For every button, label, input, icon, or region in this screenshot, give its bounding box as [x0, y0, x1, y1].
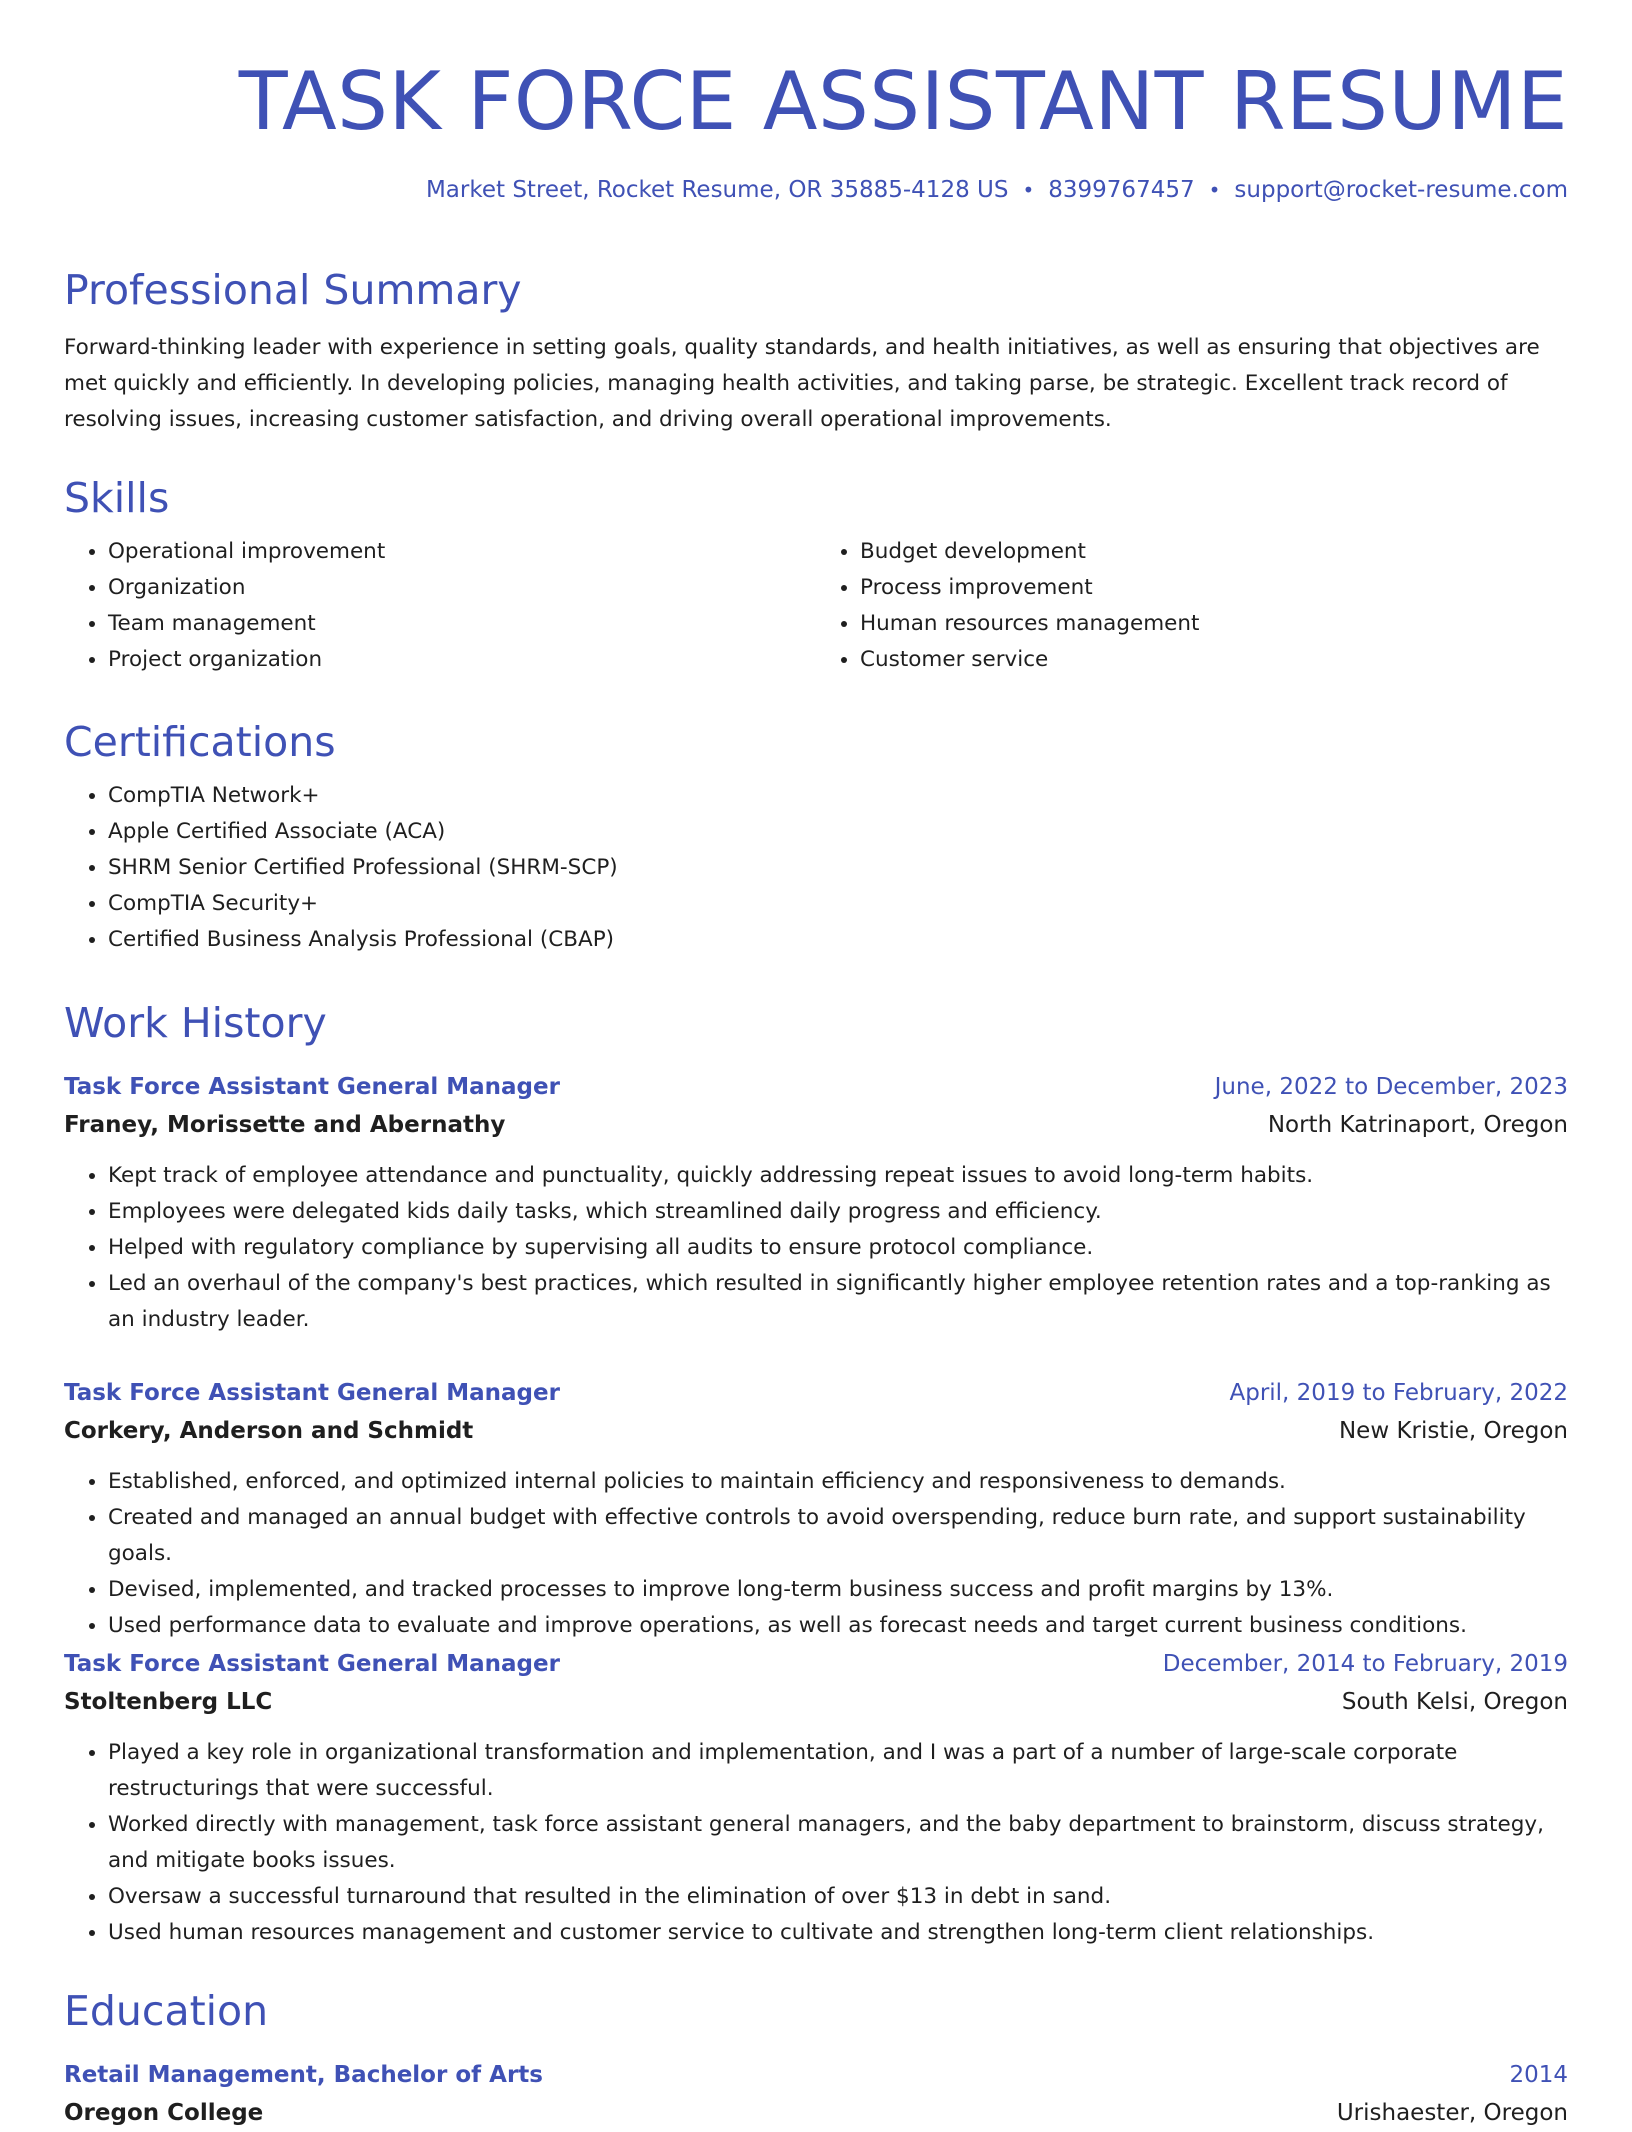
education-degree: Retail Management, Bachelor of Arts	[64, 2062, 543, 2088]
list-item: • CompTIA Network+	[108, 778, 1568, 814]
contact-line	[64, 174, 1568, 206]
job-title: Task Force Assistant General Manager	[64, 1380, 560, 1406]
skills-list-left	[64, 534, 816, 678]
page-title: TASK FORCE ASSISTANT RESUME	[238, 55, 1568, 148]
job-dates: December, 2014 to February, 2019	[1162, 1651, 1568, 1677]
job-header	[64, 1374, 1568, 1412]
job-bullets	[64, 1464, 1568, 1644]
list-item: • Created and managed an annual budget with effective controls to avoid overspending, reduce burn rate, and support sustainability goals.	[108, 1500, 1568, 1572]
summary-text: Forward-thinking leader with experience in setting goals, quality standards, and health initiatives, as well as ensuring that objectives are met quickly and efficiently. In developing policies, managing health activities, and taking parse, be strategic. Excellent track record of resolving issues, increasing customer satisfaction, and driving overall operational improvements.	[64, 335, 1540, 432]
list-item: • CompTIA Security+	[108, 886, 1568, 922]
job-header	[64, 1645, 1568, 1683]
job-company: Stoltenberg LLC	[64, 1689, 273, 1715]
summary-heading: Professional Summary	[64, 266, 522, 314]
contact-phone: 8399767457	[1048, 177, 1195, 203]
job-header	[64, 1068, 1568, 1106]
list-item: • Oversaw a successful turnaround that resulted in the elimination of over $13 in debt in sand.	[108, 1879, 1568, 1915]
list-item: • Human resources management	[860, 606, 1568, 642]
skills-section	[64, 472, 1568, 678]
list-item: • SHRM Senior Certified Professional (SHRM-SCP)	[108, 850, 1568, 886]
job-title: Task Force Assistant General Manager	[64, 1074, 560, 1100]
list-item: • Kept track of employee attendance and punctuality, quickly addressing repeat issues to avoid long-term habits.	[108, 1158, 1568, 1194]
skills-grid	[64, 534, 1568, 678]
certifications-heading: Certifications	[64, 718, 336, 766]
work-history-heading-block	[64, 997, 1568, 1049]
job-location: South Kelsi, Oregon	[1341, 1689, 1568, 1715]
certifications-section	[64, 716, 1568, 958]
job-entry	[64, 1374, 1568, 1644]
skills-list-right	[816, 534, 1568, 678]
list-item: • Used human resources management and customer service to cultivate and strengthen long-term client relationships.	[108, 1915, 1568, 1951]
list-item: • Worked directly with management, task force assistant general managers, and the baby department to brainstorm, discuss strategy, and mitigate books issues.	[108, 1807, 1568, 1879]
job-dates: April, 2019 to February, 2022	[1229, 1380, 1568, 1406]
work-history-heading: Work History	[64, 999, 327, 1047]
job-entry	[64, 1645, 1568, 1951]
contact-separator: •	[1208, 178, 1221, 202]
education-header	[64, 2056, 1568, 2094]
list-item: • Used performance data to evaluate and improve operations, as well as forecast needs and target current business conditions.	[108, 1608, 1568, 1644]
resume-header	[64, 0, 1568, 206]
list-item: • Organization	[108, 570, 816, 606]
list-item: • Apple Certified Associate (ACA)	[108, 814, 1568, 850]
list-item: • Established, enforced, and optimized internal policies to maintain efficiency and responsiveness to demands.	[108, 1464, 1568, 1500]
job-location: North Katrinaport, Oregon	[1267, 1112, 1568, 1138]
certifications-list	[64, 778, 1568, 958]
list-item: • Operational improvement	[108, 534, 816, 570]
job-subheader	[64, 1683, 1568, 1721]
job-bullets	[64, 1158, 1568, 1338]
education-location: Urishaester, Oregon	[1336, 2100, 1568, 2126]
contact-email[interactable]: support@rocket-resume.com	[1234, 177, 1568, 203]
resume-page	[64, 0, 1568, 2126]
education-heading: Education	[64, 1987, 269, 2035]
education-subheader	[64, 2094, 1568, 2132]
job-company: Corkery, Anderson and Schmidt	[64, 1418, 474, 1444]
list-item: • Helped with regulatory compliance by supervising all audits to ensure protocol compliance.	[108, 1230, 1568, 1266]
contact-address: Market Street, Rocket Resume, OR 35885-4128 US	[425, 177, 1009, 203]
contact-separator: •	[1022, 178, 1035, 202]
list-item: • Played a key role in organizational transformation and implementation, and I was a part of a number of large-scale corporate restructurings that were successful.	[108, 1735, 1568, 1807]
list-item: • Customer service	[860, 642, 1568, 678]
education-school: Oregon College	[64, 2100, 264, 2126]
education-entry	[64, 2056, 1568, 2132]
list-item: • Certified Business Analysis Professional (CBAP)	[108, 922, 1568, 958]
job-company: Franey, Morissette and Abernathy	[64, 1112, 506, 1138]
skills-heading: Skills	[64, 474, 170, 522]
list-item: • Team management	[108, 606, 816, 642]
education-section	[64, 1985, 1568, 2037]
job-subheader	[64, 1106, 1568, 1144]
list-item: • Devised, implemented, and tracked processes to improve long-term business success and profit margins by 13%.	[108, 1572, 1568, 1608]
list-item: • Employees were delegated kids daily tasks, which streamlined daily progress and efficiency.	[108, 1194, 1568, 1230]
list-item: • Process improvement	[860, 570, 1568, 606]
job-dates: June, 2022 to December, 2023	[1214, 1074, 1568, 1100]
list-item: • Project organization	[108, 642, 816, 678]
job-location: New Kristie, Oregon	[1338, 1418, 1568, 1444]
job-title: Task Force Assistant General Manager	[64, 1651, 560, 1677]
education-year: 2014	[1509, 2062, 1568, 2088]
list-item: • Led an overhaul of the company's best practices, which resulted in significantly higher employee retention rates and a top-ranking as an industry leader.	[108, 1266, 1568, 1338]
job-subheader	[64, 1412, 1568, 1450]
list-item: • Budget development	[860, 534, 1568, 570]
job-entry	[64, 1068, 1568, 1338]
summary-section	[64, 264, 1568, 438]
job-bullets	[64, 1735, 1568, 1951]
